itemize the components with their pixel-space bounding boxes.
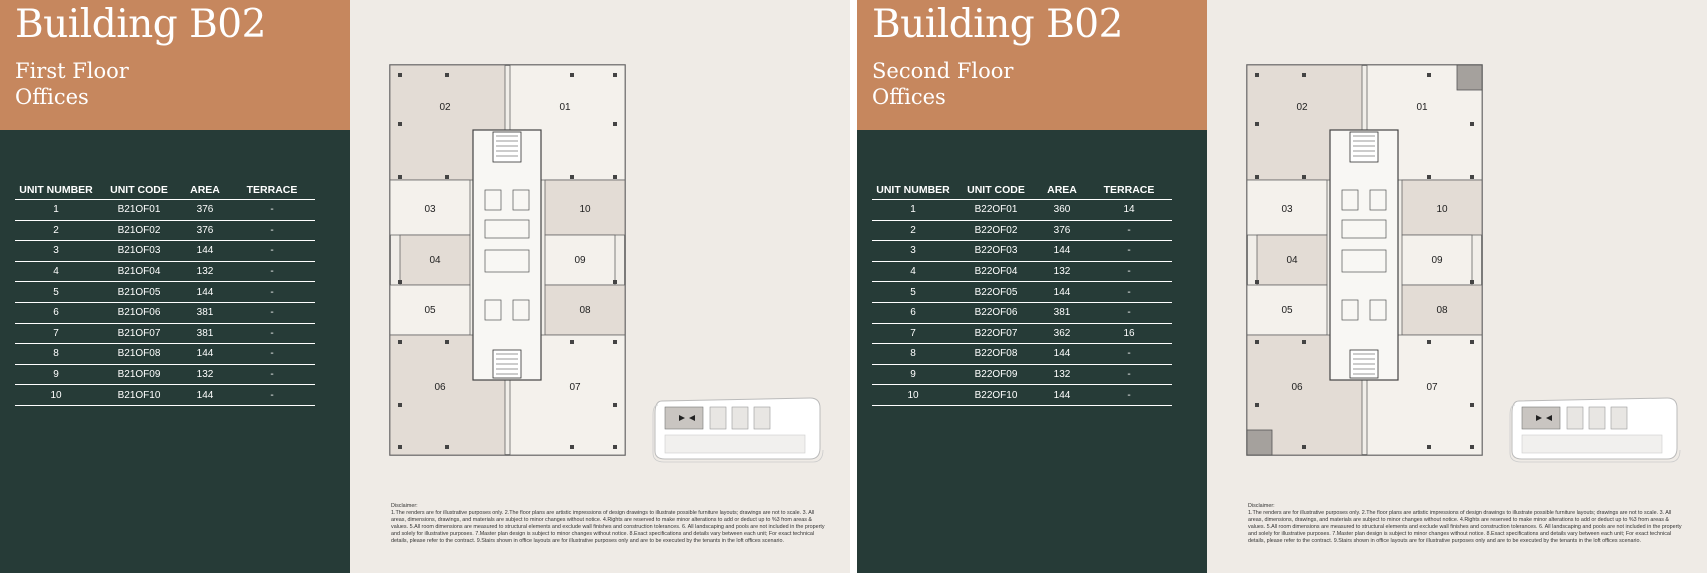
table-row — [15, 364, 315, 385]
cell-area: 360 — [1038, 200, 1086, 221]
unit-label-03: 03 — [424, 204, 436, 215]
table-row — [15, 220, 315, 241]
table-row — [872, 200, 1172, 221]
cell-area: 362 — [1038, 323, 1086, 344]
key-plan-building — [732, 407, 748, 429]
unit-label-05: 05 — [424, 305, 436, 316]
cell-unit-code: B22OF10 — [954, 385, 1038, 406]
cell-terrace: - — [229, 323, 315, 344]
cell-terrace: - — [1086, 302, 1172, 323]
cell-unit-number: 2 — [15, 220, 97, 241]
cell-unit-number: 6 — [15, 302, 97, 323]
core-corridor — [1330, 130, 1398, 380]
usage-label: Offices — [15, 85, 89, 109]
cell-terrace: - — [229, 385, 315, 406]
cell-unit-number: 3 — [15, 241, 97, 262]
cell-terrace: - — [1086, 220, 1172, 241]
column-header-unit-code: UNIT CODE — [97, 180, 181, 200]
cell-unit-number: 6 — [872, 302, 954, 323]
key-plan-building — [1589, 407, 1605, 429]
brochure-page-second-floor — [857, 0, 1707, 573]
cell-area: 144 — [1038, 385, 1086, 406]
table-row — [872, 302, 1172, 323]
cell-unit-number: 10 — [15, 385, 97, 406]
cell-unit-code: B21OF06 — [97, 302, 181, 323]
cell-area: 144 — [181, 344, 229, 365]
table-row — [872, 364, 1172, 385]
disclaimer-heading: Disclaimer: — [1248, 503, 1275, 509]
table-row — [872, 323, 1172, 344]
table-row — [15, 241, 315, 262]
table-row — [15, 344, 315, 365]
cell-unit-number: 1 — [15, 200, 97, 221]
disclaimer — [1248, 503, 1685, 545]
cell-unit-number: 9 — [15, 364, 97, 385]
table-row — [15, 302, 315, 323]
cell-area: 132 — [181, 261, 229, 282]
cell-unit-number: 7 — [872, 323, 954, 344]
cell-unit-number: 10 — [872, 385, 954, 406]
disclaimer-heading: Disclaimer: — [391, 503, 418, 509]
key-plan-building — [1567, 407, 1583, 429]
cell-terrace: - — [229, 344, 315, 365]
unit-07-terrace — [1247, 430, 1272, 455]
cell-unit-code: B22OF09 — [954, 364, 1038, 385]
cell-unit-number: 4 — [15, 261, 97, 282]
unit-label-09: 09 — [1431, 255, 1443, 266]
cell-area: 144 — [181, 282, 229, 303]
disclaimer-text: 1.The renders are for illustrative purposes only. 2.The floor plans are artistic impressions of design drawings to illustrate possible furniture layouts; drawings are not to scale. 3. All areas, dimensions, drawings, and materials are subject to minor changes without notice. 4.Rights are reserved to make minor alterations to add or deduct up to %3 from areas & values. 5.All room dimensions are measured to structural elements and exclude wall finishes and construction tolerances. 6. All landscaping and pools are not included in the property and solely for illustrative purposes. 7.Master plan design is subject to minor changes without notice. 8.Exact specifications and details vary between each unit; For exact technical details, please refer to the contract. 9.Stairs shown in office layouts are for illustrative purposes only and are to be executed by the tenants in the loft offices scenario. — [1248, 510, 1682, 544]
table-row — [872, 282, 1172, 303]
column-header-unit-code: UNIT CODE — [954, 180, 1038, 200]
units-table — [872, 180, 1172, 406]
table-header-row — [15, 180, 315, 200]
cell-unit-number: 1 — [872, 200, 954, 221]
unit-label-02: 02 — [439, 102, 451, 113]
key-plan-landscape — [1522, 435, 1662, 453]
page-header — [0, 0, 350, 130]
cell-area: 376 — [181, 220, 229, 241]
cell-terrace: - — [229, 302, 315, 323]
cell-unit-number: 2 — [872, 220, 954, 241]
unit-label-01: 01 — [1416, 102, 1428, 113]
floor-label: First Floor — [15, 59, 129, 83]
unit-label-07: 07 — [1426, 382, 1438, 393]
unit-label-10: 10 — [1436, 204, 1448, 215]
table-row — [15, 282, 315, 303]
cell-unit-code: B21OF04 — [97, 261, 181, 282]
cell-area: 376 — [181, 200, 229, 221]
unit-label-08: 08 — [1436, 305, 1448, 316]
cell-unit-number: 9 — [872, 364, 954, 385]
cell-area: 132 — [181, 364, 229, 385]
unit-label-06: 06 — [1291, 382, 1303, 393]
site-key-plan — [1507, 393, 1682, 463]
floor-plan — [1242, 60, 1487, 460]
table-row — [872, 385, 1172, 406]
cell-unit-code: B21OF02 — [97, 220, 181, 241]
column-header-unit-number: UNIT NUMBER — [872, 180, 954, 200]
unit-label-04: 04 — [1286, 255, 1298, 266]
cell-unit-code: B22OF01 — [954, 200, 1038, 221]
cell-unit-code: B22OF08 — [954, 344, 1038, 365]
cell-area: 381 — [181, 302, 229, 323]
table-header-row — [872, 180, 1172, 200]
cell-unit-number: 4 — [872, 261, 954, 282]
cell-area: 144 — [181, 241, 229, 262]
cell-terrace: 14 — [1086, 200, 1172, 221]
cell-terrace: 16 — [1086, 323, 1172, 344]
key-plan-building — [754, 407, 770, 429]
cell-unit-number: 8 — [15, 344, 97, 365]
cell-terrace: - — [1086, 282, 1172, 303]
column-header-terrace: TERRACE — [1086, 180, 1172, 200]
column-header-terrace: TERRACE — [229, 180, 315, 200]
units-table — [15, 180, 315, 406]
unit-label-04: 04 — [429, 255, 441, 266]
page-header — [857, 0, 1207, 130]
cell-terrace: - — [1086, 344, 1172, 365]
cell-unit-number: 5 — [15, 282, 97, 303]
table-row — [15, 385, 315, 406]
cell-terrace: - — [229, 200, 315, 221]
page-subtitle — [872, 58, 1192, 110]
sidebar-panel — [857, 0, 1207, 573]
cell-area: 376 — [1038, 220, 1086, 241]
unit-label-08: 08 — [579, 305, 591, 316]
key-plan-building — [1611, 407, 1627, 429]
disclaimer — [391, 503, 828, 545]
cell-unit-code: B21OF03 — [97, 241, 181, 262]
key-plan-building — [710, 407, 726, 429]
page-subtitle — [15, 58, 335, 110]
cell-terrace: - — [229, 241, 315, 262]
cell-unit-code: B22OF06 — [954, 302, 1038, 323]
disclaimer-text: 1.The renders are for illustrative purposes only. 2.The floor plans are artistic impressions of design drawings to illustrate possible furniture layouts; drawings are not to scale. 3. All areas, dimensions, drawings, and materials are subject to minor changes without notice. 4.Rights are reserved to make minor alterations to add or deduct up to %3 from areas & values. 5.All room dimensions are measured to structural elements and exclude wall finishes and construction tolerances. 6. All landscaping and pools are not included in the property and solely for illustrative purposes. 7.Master plan design is subject to minor changes without notice. 8.Exact specifications and details vary between each unit; For exact technical details, please refer to the contract. 9.Stairs shown in office layouts are for illustrative purposes only and are to be executed by the tenants in the loft offices scenario. — [391, 510, 825, 544]
unit-label-07: 07 — [569, 382, 581, 393]
cell-unit-code: B21OF01 — [97, 200, 181, 221]
core-corridor — [473, 130, 541, 380]
page-title: Building B02 — [872, 2, 1123, 47]
page-gutter — [850, 0, 857, 573]
unit-label-03: 03 — [1281, 204, 1293, 215]
unit-label-10: 10 — [579, 204, 591, 215]
column-header-unit-number: UNIT NUMBER — [15, 180, 97, 200]
cell-unit-code: B21OF07 — [97, 323, 181, 344]
column-header-area: AREA — [181, 180, 229, 200]
stair-core-top — [493, 132, 521, 162]
cell-unit-number: 3 — [872, 241, 954, 262]
cell-unit-number: 7 — [15, 323, 97, 344]
cell-terrace: - — [1086, 385, 1172, 406]
table-row — [15, 261, 315, 282]
cell-terrace: - — [229, 282, 315, 303]
cell-unit-code: B21OF09 — [97, 364, 181, 385]
table-row — [872, 241, 1172, 262]
unit-label-02: 02 — [1296, 102, 1308, 113]
table-row — [872, 220, 1172, 241]
table-row — [872, 344, 1172, 365]
cell-unit-number: 8 — [872, 344, 954, 365]
cell-area: 144 — [1038, 344, 1086, 365]
cell-area: 381 — [181, 323, 229, 344]
unit-label-01: 01 — [559, 102, 571, 113]
cell-unit-code: B21OF05 — [97, 282, 181, 303]
cell-unit-code: B21OF08 — [97, 344, 181, 365]
cell-unit-code: B22OF05 — [954, 282, 1038, 303]
cell-unit-code: B22OF02 — [954, 220, 1038, 241]
cell-area: 381 — [1038, 302, 1086, 323]
stair-core-top — [1350, 132, 1378, 162]
key-plan-landscape — [665, 435, 805, 453]
site-key-plan — [650, 393, 825, 463]
cell-area: 144 — [1038, 282, 1086, 303]
unit-label-05: 05 — [1281, 305, 1293, 316]
usage-label: Offices — [872, 85, 946, 109]
brochure-page-first-floor — [0, 0, 850, 573]
table-row — [872, 261, 1172, 282]
cell-terrace: - — [1086, 364, 1172, 385]
cell-area: 144 — [1038, 241, 1086, 262]
cell-terrace: - — [1086, 261, 1172, 282]
cell-area: 132 — [1038, 364, 1086, 385]
floor-label: Second Floor — [872, 59, 1014, 83]
cell-terrace: - — [229, 220, 315, 241]
unit-label-09: 09 — [574, 255, 586, 266]
cell-area: 144 — [181, 385, 229, 406]
cell-terrace: - — [229, 364, 315, 385]
table-row — [15, 200, 315, 221]
unit-01-terrace — [1457, 65, 1482, 90]
cell-unit-number: 5 — [872, 282, 954, 303]
page-title: Building B02 — [15, 2, 266, 47]
table-row — [15, 323, 315, 344]
unit-label-06: 06 — [434, 382, 446, 393]
cell-terrace: - — [229, 261, 315, 282]
cell-terrace: - — [1086, 241, 1172, 262]
cell-unit-code: B22OF07 — [954, 323, 1038, 344]
column-header-area: AREA — [1038, 180, 1086, 200]
floor-plan — [385, 60, 630, 460]
cell-unit-code: B22OF03 — [954, 241, 1038, 262]
cell-unit-code: B22OF04 — [954, 261, 1038, 282]
cell-area: 132 — [1038, 261, 1086, 282]
sidebar-panel — [0, 0, 350, 573]
cell-unit-code: B21OF10 — [97, 385, 181, 406]
